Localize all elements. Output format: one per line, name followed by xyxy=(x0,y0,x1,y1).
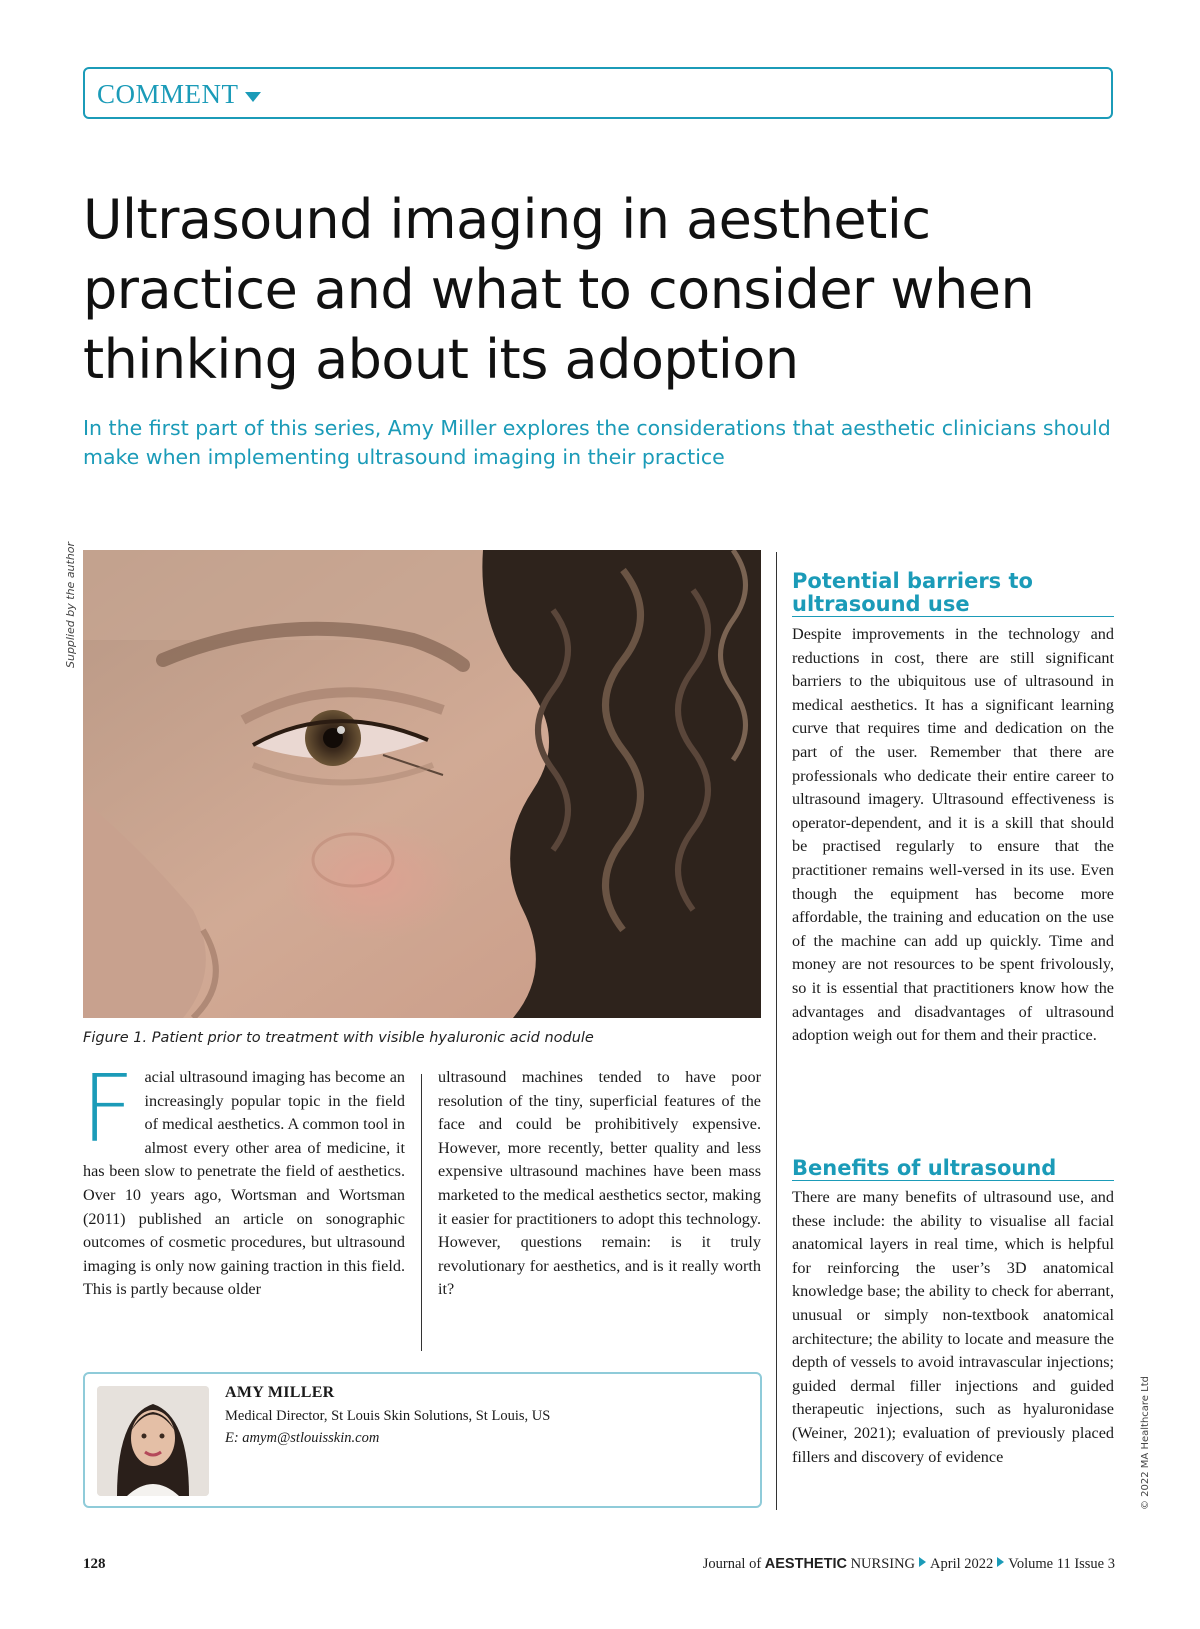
author-box xyxy=(83,1372,762,1508)
subheading-benefits: Benefits of ultrasound xyxy=(792,1157,1114,1181)
triangle-down-icon xyxy=(245,92,261,102)
journal-bold: AESTHETIC xyxy=(764,1556,847,1572)
author-email[interactable]: E: amym@stlouisskin.com xyxy=(225,1430,380,1446)
article-standfirst: In the first part of this series, Amy Miller explores the considerations that aesthetic clinicians should make when implementing ultrasound imaging in their practice xyxy=(83,416,1111,469)
subheading-barriers: Potential barriers to ultrasound use xyxy=(792,570,1114,617)
column-divider xyxy=(421,1074,422,1351)
body-column-2: ultrasound machines tended to have poor resolution of the tiny, superficial features of the face and could be prohibitively expensive. However, more recently, better quality and less expensive ultrasound machines have been mass marketed to the medical aesthetics sector, making it easier for practitioners to adopt this technology. However, questions remain: is it truly revolutionary for aesthetics, and is it really worth it? xyxy=(438,1068,761,1299)
figure-image xyxy=(83,550,761,1018)
paragraph-barriers: Despite improvements in the technology and reductions in cost, there are still significant barriers to the ubiquitous use of ultrasound in medical aesthetics. It has a significant learning curve that requires time and dedication on the part of the user. Remember that there are professionals who dedicate their entire career to ultrasound imagery. Ultrasound effectiveness is operator-dependent, and it is a skill that should be practised regularly to ensure that the practitioner remains well-versed in its use. Even though the equipment has become more affordable, the training and education on the use of the machine can add up quickly. Time and money are not resources to be spent frivolously, so it is essential that practitioners know how the advantages and disadvantages of ultrasound adoption weigh out for them and their practice. xyxy=(792,625,1114,1045)
sidebar-divider xyxy=(776,552,777,1510)
copyright-notice: © 2022 MA Healthcare Ltd xyxy=(1140,1376,1151,1510)
section-label xyxy=(97,79,261,110)
photo-credit: Supplied by the author xyxy=(64,541,77,668)
body-column-1-text: acial ultrasound imaging has become an increasingly popular topic in the field of medical aesthetics. A common tool in almost every other area of medicine, it has been slow to penetrate the field of aesthetics. Over 10 years ago, Wortsman and Wortsman (2011) published an article on sonographic outcomes of cosmetic procedures, but ultrasound imaging is only now gaining traction in this field. This is partly because older xyxy=(83,1068,405,1299)
page-number: 128 xyxy=(83,1556,106,1572)
journal-suffix: NURSING xyxy=(846,1556,916,1572)
section-header-box xyxy=(83,67,1113,119)
journal-prefix: Journal of xyxy=(702,1556,765,1572)
body-column-1 xyxy=(81,1055,405,1302)
triangle-right-icon xyxy=(997,1557,1004,1567)
journal-footer xyxy=(703,1556,1115,1573)
paragraph-benefits: There are many benefits of ultrasound use, and these include: the ability to visualise all facial anatomical layers in real time, which is helpful for reinforcing the user’s 3D anatomical knowledge base; the ability to check for aberrant, unusual or simply non-textbook anatomical architecture; the ability to locate and measure the depth of vessels to avoid intravascular injections; guided dermal filler injections and guided therapeutic injections, such as hyaluronidase (Weiner, 2021); evaluation of previously placed fillers and discovery of evidence xyxy=(792,1188,1114,1466)
author-avatar xyxy=(97,1386,209,1496)
author-name: AMY MILLER xyxy=(225,1384,335,1401)
face-photo-illustration xyxy=(83,550,761,1018)
article-title: Ultrasound imaging in aesthetic practice and what to consider when thinking about its adoption xyxy=(83,188,1035,391)
figure-caption: Figure 1. Patient prior to treatment with visible hyaluronic acid nodule xyxy=(83,1030,594,1046)
author-role: Medical Director, St Louis Skin Solutions, St Louis, US xyxy=(225,1408,551,1424)
issue-date: April 2022 xyxy=(930,1556,994,1572)
drop-cap: F xyxy=(81,1055,135,1163)
triangle-right-icon xyxy=(919,1557,926,1567)
section-label-text: COMMENT xyxy=(97,79,239,109)
volume-issue: Volume 11 Issue 3 xyxy=(1008,1556,1115,1572)
